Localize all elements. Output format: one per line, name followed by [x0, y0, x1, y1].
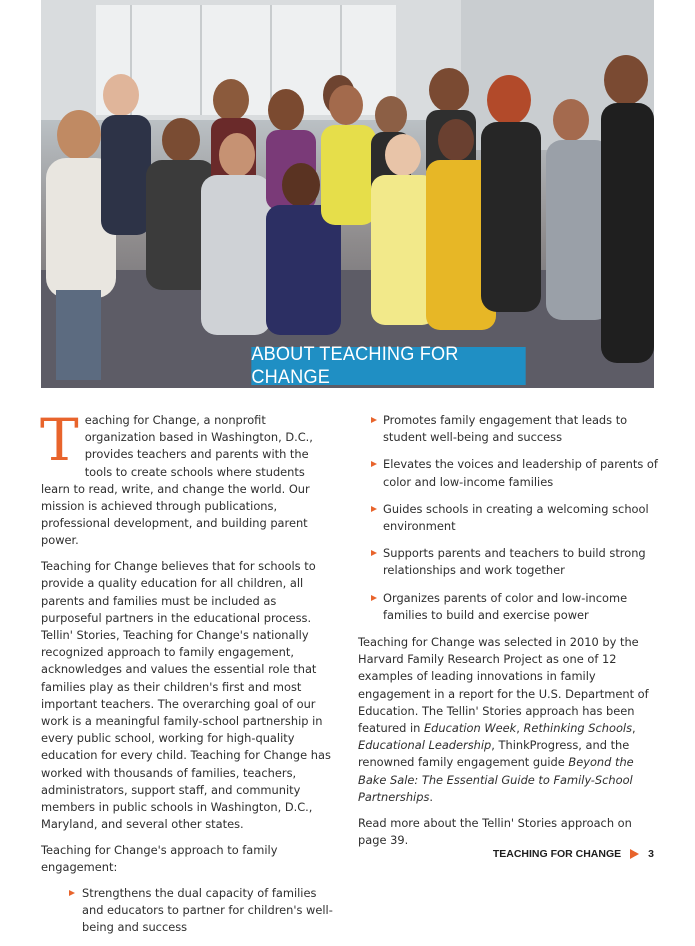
recognition-paragraph	[358, 634, 658, 806]
separator: ,	[632, 721, 636, 736]
approach-list-right	[342, 412, 658, 624]
publication-title: Beyond the Bake Sale: The Essential Guide to Family-School Partnerships	[358, 755, 634, 804]
group-photo-illustration	[41, 0, 654, 388]
arrow-right-icon	[630, 849, 639, 859]
read-more-paragraph: Read more about the Tellin' Stories approach on page 39.	[358, 815, 632, 847]
publication-title: Rethinking Schools	[523, 721, 633, 736]
approach-label: Teaching for Change's approach to family engagement:	[41, 842, 278, 875]
list-item: Promotes family engagement that leads to student well-being and success	[342, 412, 658, 446]
left-column	[40, 406, 334, 946]
list-item: Elevates the voices and leadership of parents of color and low-income families	[342, 456, 658, 490]
footer-title: TEACHING FOR CHANGE	[492, 848, 622, 860]
list-item: Supports parents and teachers to build strong relationships and work together	[342, 545, 658, 579]
list-item: Strengthens the dual capacity of families and educators to partner for children's well-being and success	[41, 885, 334, 937]
page-footer	[493, 847, 654, 861]
recognition-text: Teaching for Change was selected in 2010 by the Harvard Family Research Project as one of 12 examples of leading innovations in family engagement in a report for the U.S. Department of Education. The Tellin' Stories approach has been featured in	[358, 635, 649, 736]
right-column	[358, 412, 658, 857]
recognition-text: , ThinkProgress, and the renowned family engagement guide	[358, 738, 630, 770]
intro-paragraph	[40, 406, 334, 550]
section-title-banner: ABOUT TEACHING FOR CHANGE	[251, 347, 525, 385]
list-item: Organizes parents of color and low-income families to build and exercise power	[342, 590, 658, 624]
drop-cap: T	[40, 406, 79, 474]
publication-title: Education Week	[423, 721, 517, 736]
separator: ,	[516, 721, 524, 736]
intro-text: eaching for Change, a nonprofit organization based in Washington, D.C., provides teachers and parents with the tools to create schools where students learn to read, write, and change the world. Our mission is achieved through publications, professional development, and building parent power.	[41, 413, 313, 548]
group-photo	[41, 0, 654, 388]
page-number: 3	[648, 848, 654, 860]
publication-title: Educational Leadership	[358, 738, 492, 753]
list-item: Guides schools in creating a welcoming school environment	[342, 501, 658, 535]
recognition-text: .	[429, 789, 434, 804]
mission-paragraph: Teaching for Change believes that for schools to provide a quality education for all children, all parents and families must be included as purposeful partners in the educational process. Tellin' Stories, Teaching for Change's nationally recognized approach to family engagement, acknowledges and values the essential role that families play as their children's first and most important teachers. The overarching goal of our work is a meaningful family-school partnership in every public school, working for high-quality education for every child. Teaching for Change has worked with thousands of families, teachers, administrators, support staff, and community members in public schools in Washington, D.C., Maryland, and several other states.	[41, 559, 331, 832]
approach-list-left	[41, 885, 334, 937]
